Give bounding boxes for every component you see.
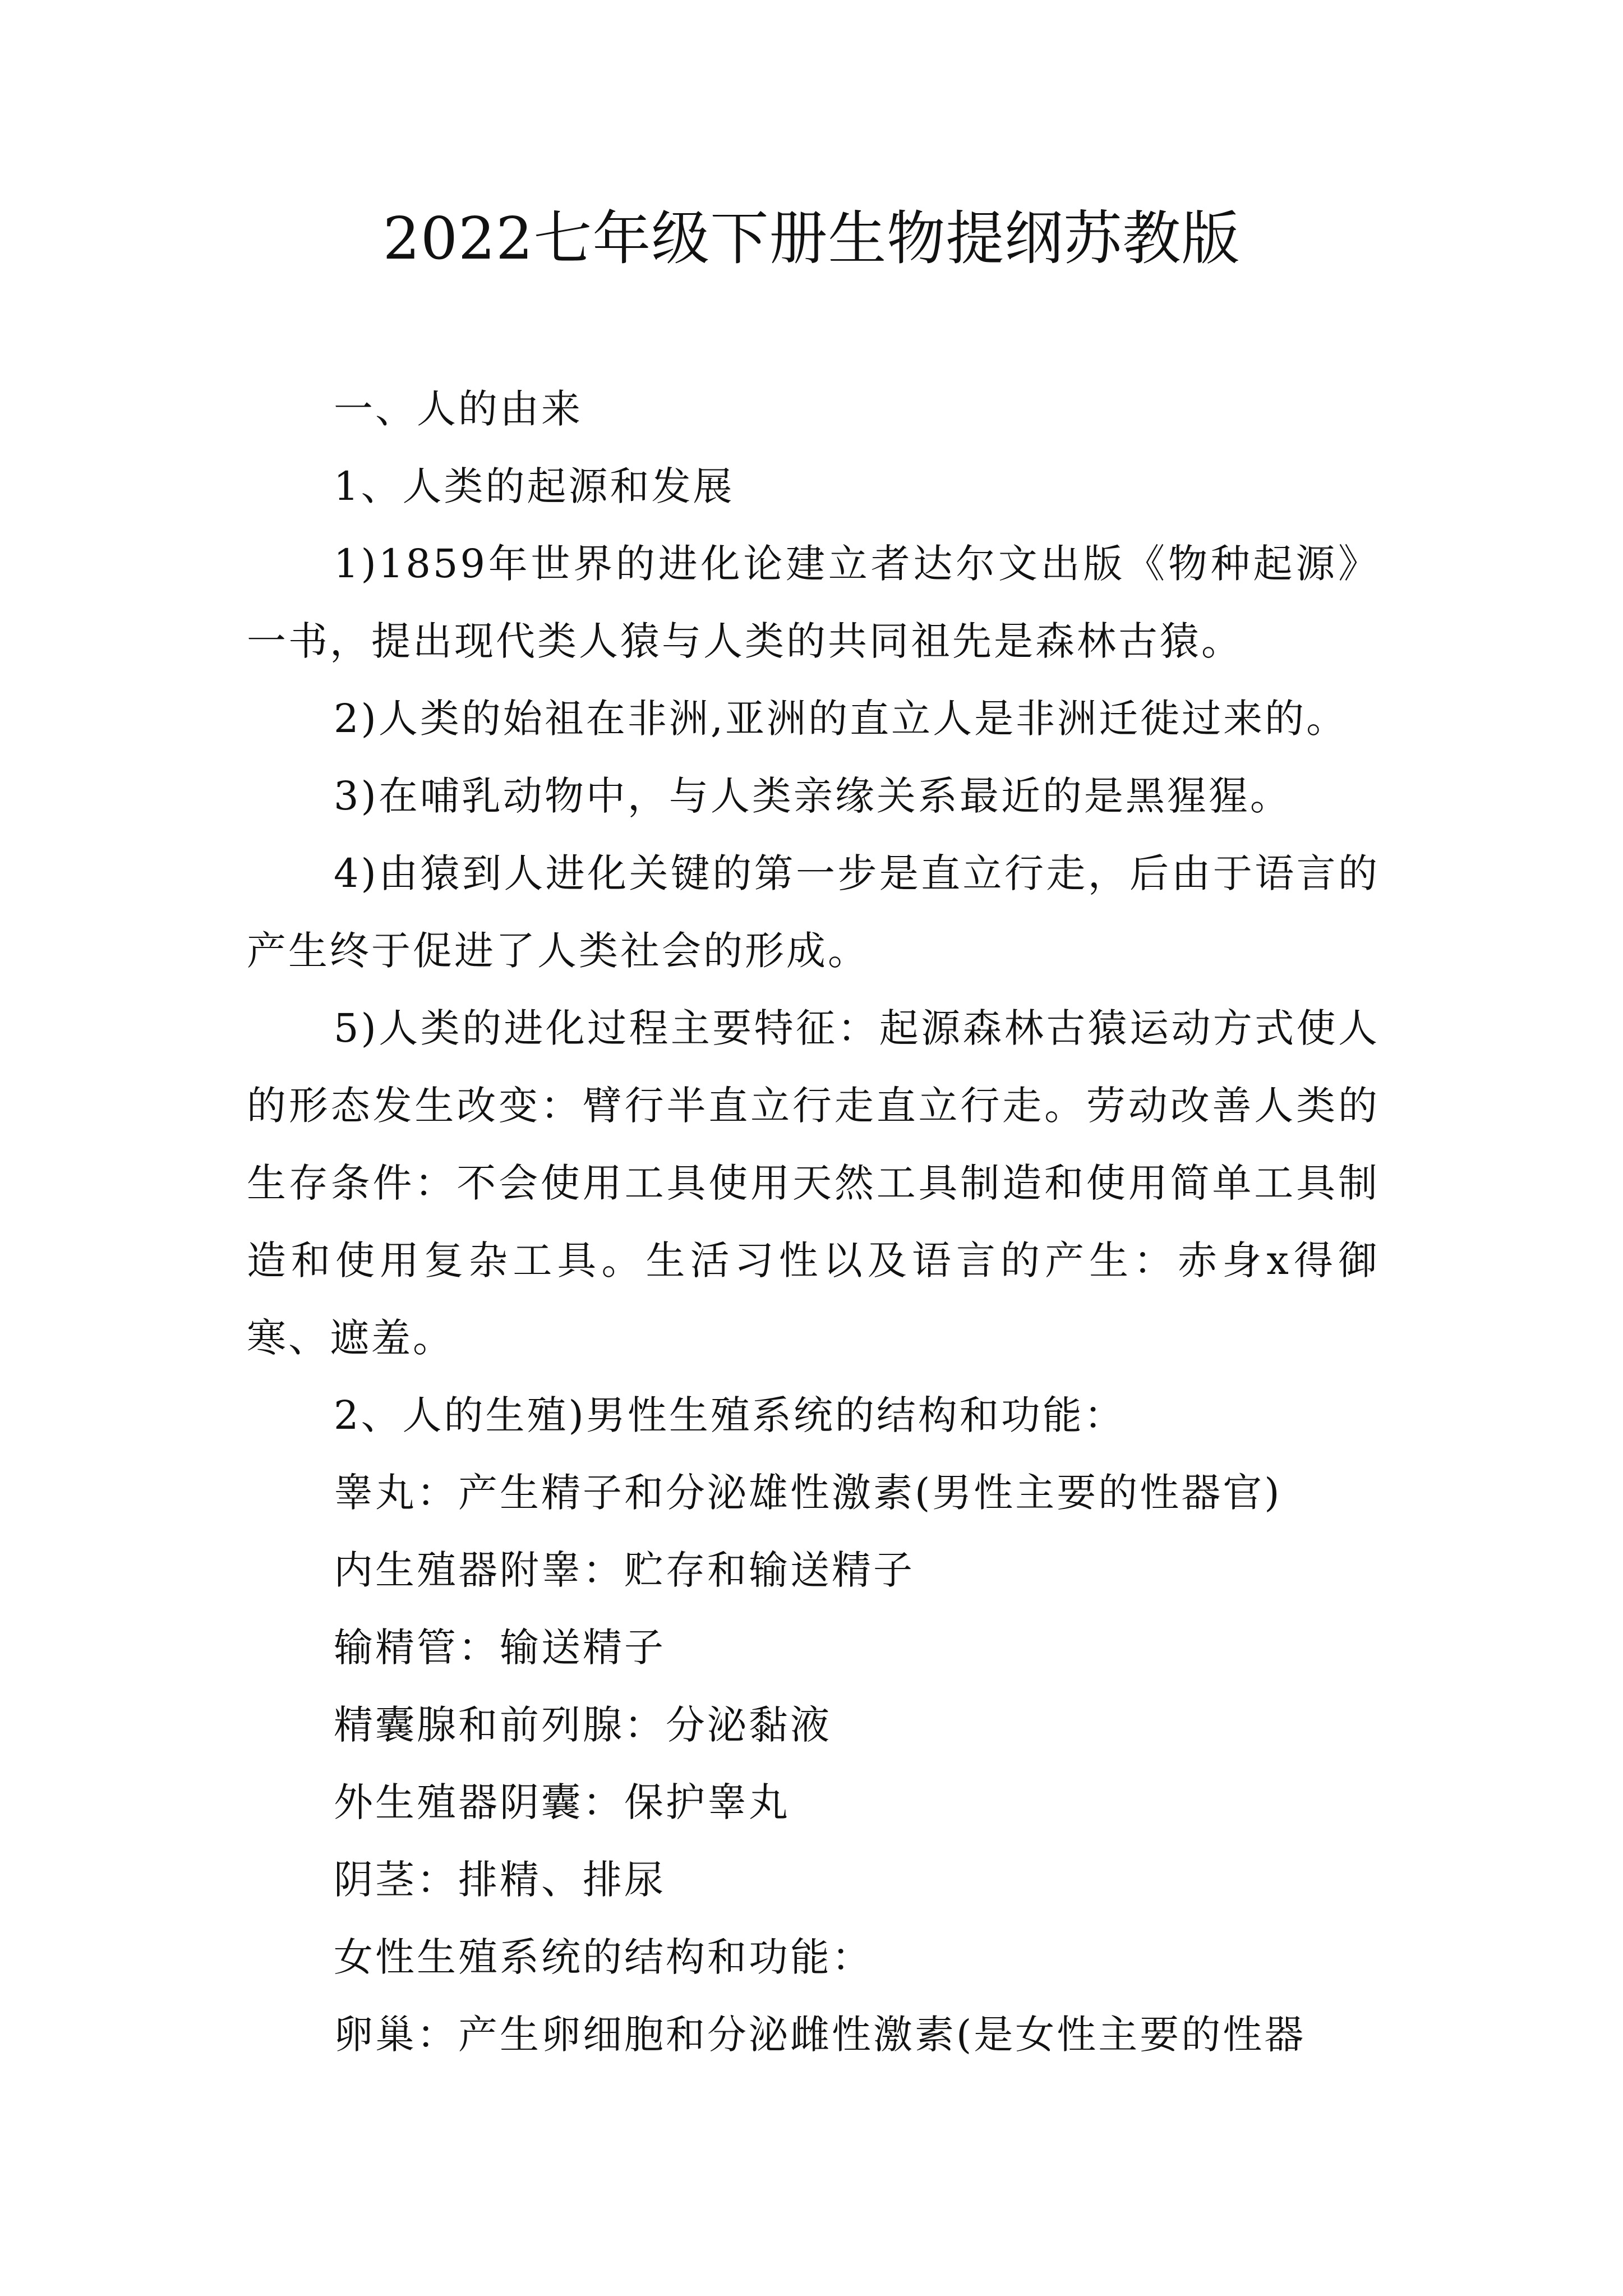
list-item: 阴茎：排精、排尿 [334,1857,666,1903]
document-title: 2022七年级下册生物提纲苏教版 [382,204,1241,273]
list-item: 睾丸：产生精子和分泌雄性激素(男性主要的性器官) [334,1470,1282,1516]
subsection-heading: 2、人的生殖)男性生殖系统的结构和功能： [334,1392,1126,1438]
paragraph: 3)在哺乳动物中，与人类亲缘关系最近的是黑猩猩。 [334,773,1292,819]
list-item: 女性生殖系统的结构和功能： [334,1934,873,1980]
paragraph: 2)人类的始祖在非洲,亚洲的直立人是非洲迁徙过来的。 [334,696,1348,742]
paragraph: 1)1859年世界的进化论建立者达尔文出版《物种起源》一书，提出现代类人猿与人类的共同祖先是森林古猿。 [247,541,1380,664]
document-body [247,370,1380,2073]
list-item: 卵巢：产生卵细胞和分泌雌性激素(是女性主要的性器 [334,2012,1306,2058]
section-heading: 一、人的由来 [334,386,583,432]
list-item: 精囊腺和前列腺：分泌黏液 [334,1702,832,1748]
paragraph: 4)由猿到人进化关键的第一步是直立行走，后由于语言的产生终于促进了人类社会的形成。 [247,850,1380,974]
list-item: 内生殖器附睾：贮存和输送精子 [334,1547,915,1593]
subsection-heading: 1、人类的起源和发展 [334,463,735,509]
list-item: 输精管：输送精子 [334,1625,666,1671]
paragraph: 5)人类的进化过程主要特征：起源森林古猿运动方式使人的形态发生改变：臂行半直立行走直立行走。劳动改善人类的生存条件：不会使用工具使用天然工具制造和使用简单工具制造和使用复杂工具。生活习性以及语言的产生：赤身x得御寒、遮羞。 [247,1005,1380,1361]
list-item: 外生殖器阴囊：保护睾丸 [334,1779,790,1825]
